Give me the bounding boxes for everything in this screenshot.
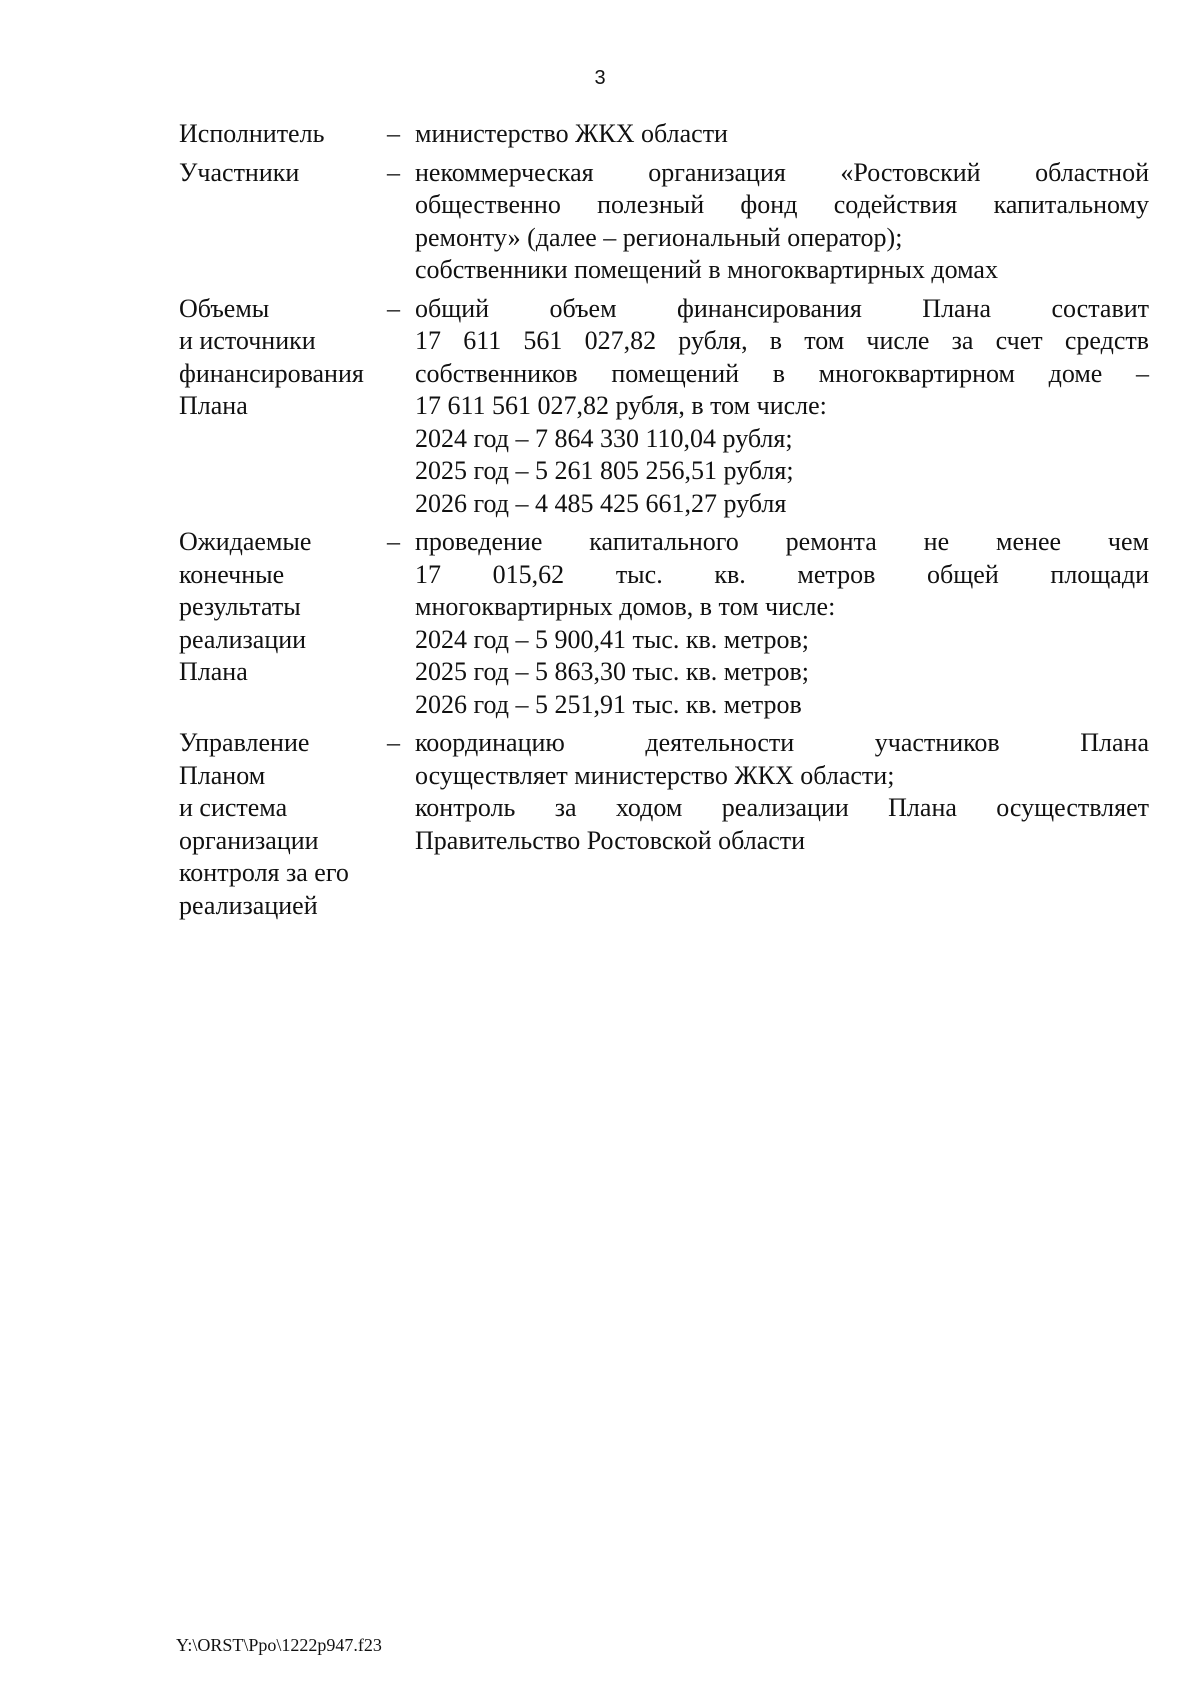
- row-value-line: 2024 год – 5 900,41 тыс. кв. метров;: [415, 624, 809, 654]
- row-value-line: 17 015,62 тыс. кв. метров общей площади: [415, 559, 1149, 589]
- row-label: [179, 526, 387, 721]
- row-value-line: 2026 год – 4 485 425 661,27 рубля: [415, 488, 787, 518]
- row-value-line: общественно полезный фонд содействия капитальному: [415, 190, 1149, 219]
- row-value-line: осуществляет министерство ЖКХ области;: [415, 760, 895, 790]
- row-value-line: 17 611 561 027,82 рубля, в том числе за счет средств: [415, 326, 1149, 355]
- row-label-line: реализацией: [179, 890, 318, 920]
- row-value-line: 2024 год – 7 864 330 110,04 рубля;: [415, 423, 793, 453]
- row-label-line: Исполнитель: [179, 119, 325, 148]
- row-value-line: 17 611 561 027,82 рубля, в том числе:: [415, 391, 827, 420]
- row-value: [415, 118, 1149, 151]
- passport-row: [179, 293, 1149, 521]
- row-dash: –: [387, 119, 400, 148]
- row-value: [415, 157, 1149, 287]
- plan-passport-table: [179, 118, 1149, 928]
- row-label-line: финансирования: [179, 358, 364, 388]
- row-value-line: общий объем финансирования Плана составит: [415, 293, 1149, 323]
- row-dash: –: [387, 527, 400, 556]
- passport-row: [179, 157, 1149, 287]
- row-dash: –: [387, 293, 400, 323]
- row-label: [179, 293, 387, 521]
- row-label-line: и система: [179, 793, 288, 822]
- row-label-line: конечные: [179, 559, 285, 589]
- row-label-line: Объемы: [179, 293, 270, 323]
- file-path-footer: Y:\ORST\Ppo\1222p947.f23: [176, 1635, 382, 1655]
- row-label-line: контроля за его: [179, 858, 349, 887]
- row-label-line: Плана: [179, 657, 248, 686]
- row-value-line: собственников помещений в многоквартирном доме –: [415, 358, 1149, 388]
- row-value: [415, 293, 1149, 521]
- row-value-line: некоммерческая организация «Ростовский областной: [415, 157, 1149, 187]
- passport-row: [179, 118, 1149, 151]
- row-label: [179, 727, 387, 922]
- row-value-line: проведение капитального ремонта не менее чем: [415, 527, 1149, 556]
- row-label: [179, 118, 387, 151]
- row-label-line: Ожидаемые: [179, 527, 312, 556]
- row-label-line: и источники: [179, 326, 316, 355]
- row-value-line: контроль за ходом реализации Плана осуществляет: [415, 793, 1149, 822]
- row-label-line: результаты: [179, 592, 301, 621]
- row-label-line: организации: [179, 825, 319, 855]
- row-value-line: собственники помещений в многоквартирных домах: [415, 255, 998, 284]
- row-label-line: Участники: [179, 157, 300, 187]
- row-value-line: 2025 год – 5 261 805 256,51 рубля;: [415, 456, 794, 485]
- row-value-line: координацию деятельности участников Плана: [415, 728, 1149, 757]
- row-label-line: реализации: [179, 624, 307, 654]
- row-value-line: многоквартирных домов, в том числе:: [415, 592, 836, 621]
- row-label-line: Плана: [179, 391, 248, 420]
- row-value-line: 2025 год – 5 863,30 тыс. кв. метров;: [415, 657, 809, 686]
- page-number: 3: [594, 67, 606, 89]
- row-value-line: ремонту» (далее – региональный оператор);: [415, 222, 903, 252]
- row-value: [415, 526, 1149, 721]
- row-dash: –: [387, 728, 400, 757]
- row-dash: –: [387, 157, 400, 187]
- row-label-line: Управление: [179, 728, 310, 757]
- row-value: [415, 727, 1149, 922]
- passport-row: [179, 526, 1149, 721]
- row-label-line: Планом: [179, 760, 266, 790]
- passport-row: [179, 727, 1149, 922]
- row-value-line: Правительство Ростовской области: [415, 825, 806, 855]
- row-value-line: 2026 год – 5 251,91 тыс. кв. метров: [415, 689, 802, 719]
- row-value-line: министерство ЖКХ области: [415, 119, 728, 148]
- row-label: [179, 157, 387, 287]
